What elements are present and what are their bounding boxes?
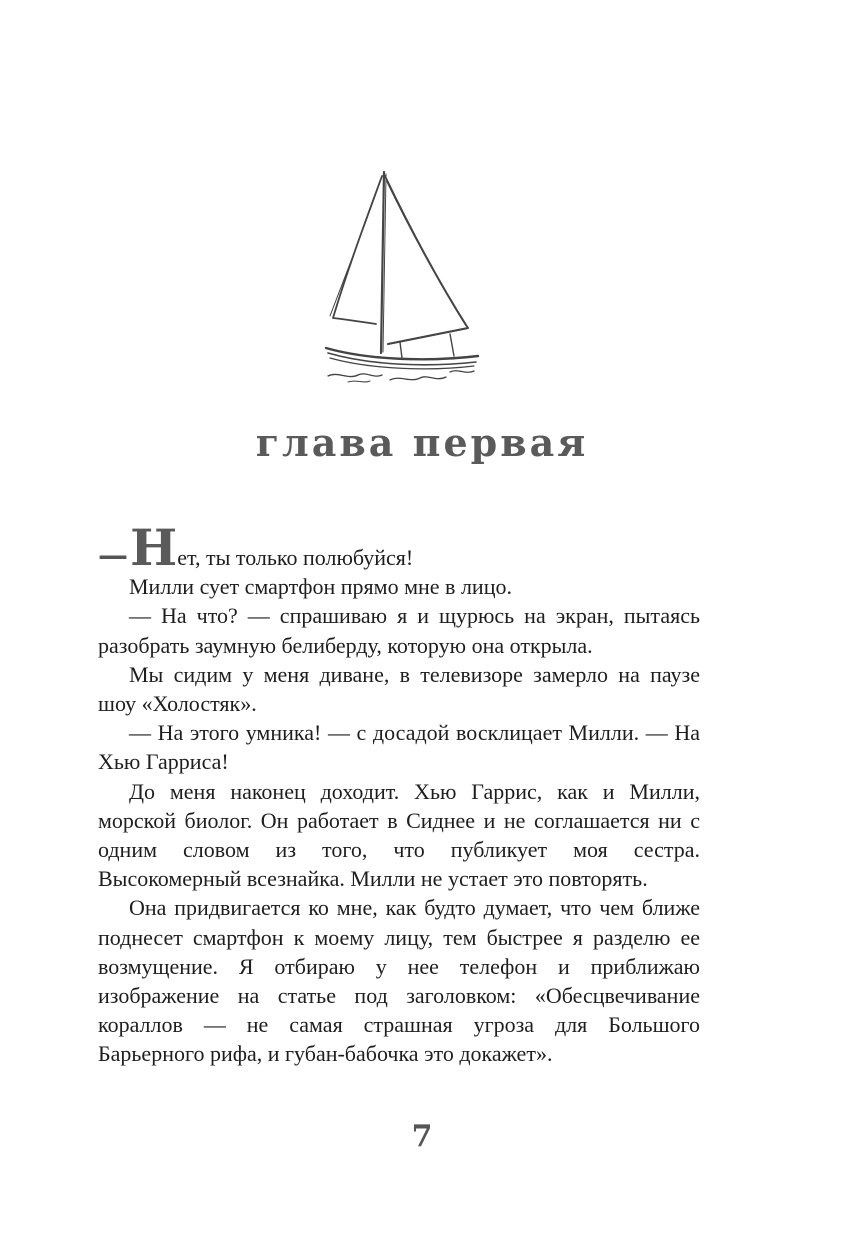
opening-dash: — bbox=[98, 538, 128, 573]
paragraph-text: ет, ты только полюбуйся! bbox=[177, 545, 414, 570]
paragraph: — На что? — спрашиваю я и щурюсь на экран, пытаясь разобрать заумную белиберду, которую она открыла. bbox=[98, 603, 700, 658]
paragraph: До меня наконец доходит. Хью Гаррис, как и Милли, морской биолог. Он работает в Сиднее и не соглашается ни с одним словом из того, что публикует моя сестра. Высокомерный всезнайка. Милли не устает это повторять. bbox=[98, 778, 700, 892]
drop-cap: Н bbox=[130, 518, 178, 577]
chapter-text bbox=[98, 518, 700, 1069]
paragraph: Мы сидим у меня диване, в телевизоре замерло на паузе шоу «Холостяк». bbox=[98, 661, 700, 717]
sailboat-illustration bbox=[318, 168, 488, 386]
paragraph: — На этого умника! — с досадой восклицает Милли. — На Хью Гарриса! bbox=[98, 720, 700, 775]
page-number: 7 bbox=[411, 1119, 433, 1154]
paragraph bbox=[98, 518, 700, 577]
paragraph: Милли сует смартфон прямо мне в лицо. bbox=[129, 574, 512, 600]
chapter-title: глава первая bbox=[255, 420, 589, 465]
paragraph: Она придвигается ко мне, как будто думает, что чем ближе поднесет смартфон к моему лицу, тем быстрее я разделю ее возмущение. Я отбираю у нее телефон и приближаю изображение на статье под заголовком: «Обесцвечивание кораллов — не самая страшная угроза для Большого Барьерного рифа, и губан-бабочка это докажет». bbox=[98, 895, 700, 1067]
